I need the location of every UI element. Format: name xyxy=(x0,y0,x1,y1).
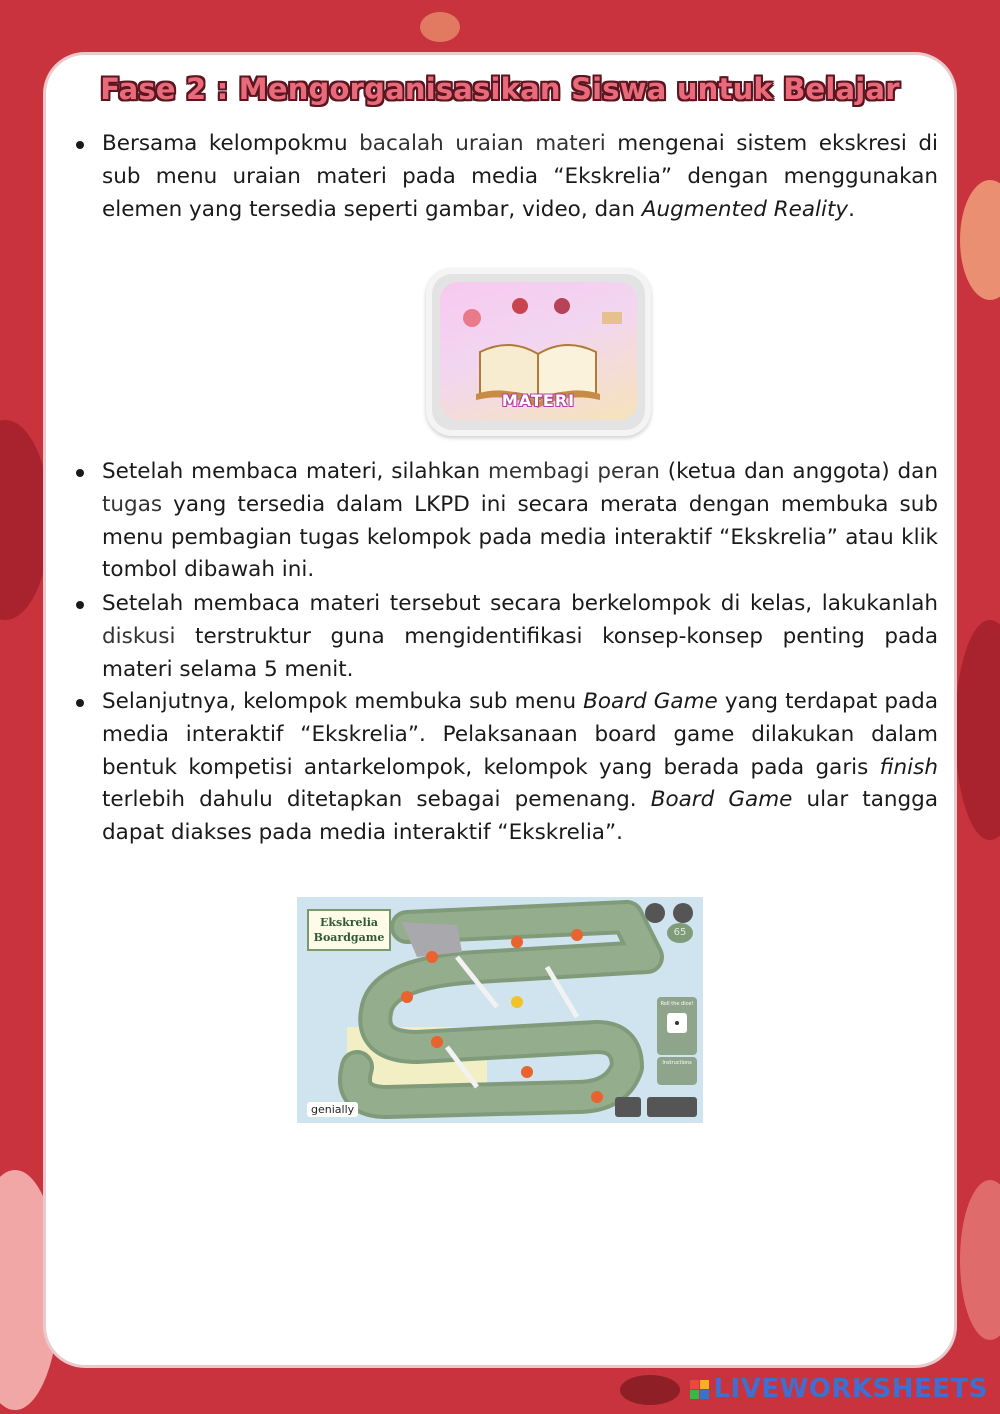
paragraph-text-italic: Board Game xyxy=(650,787,793,813)
move-counter: 65 xyxy=(667,923,693,943)
board-game-title-line: Boardgame xyxy=(313,931,385,944)
paragraph-text-italic: Augmented Reality xyxy=(641,196,849,222)
paragraph-text: tugas xyxy=(102,491,163,517)
paragraph-text: diskusi xyxy=(102,623,176,649)
paragraph-text: (ketua dan anggota) dan xyxy=(659,459,938,484)
paragraph-text: Bersama kelompokmu xyxy=(102,131,360,156)
paragraph-text-italic: Board Game xyxy=(583,689,718,714)
paragraph-text: ular tangga dapat diakses pada media interaktif “Ekskrelia”. xyxy=(102,787,939,846)
instructions-button[interactable] xyxy=(657,1057,697,1085)
liveworksheets-icon xyxy=(690,1380,709,1399)
paragraph-text-italic: finish xyxy=(879,754,938,780)
reload-icon[interactable] xyxy=(673,903,693,923)
paragraph-text: yang tersedia dalam LKPD ini secara merata dengan membuka sub menu pembagian tugas kelompok pada media interaktif “Ekskrelia” atau klik tombol dibawah ini. xyxy=(102,491,938,583)
page-title: Fase 2 : Mengorganisasikan Siswa untuk Belajar xyxy=(100,72,900,106)
materi-button-label: MATERI xyxy=(501,391,576,410)
paragraph-text: yang terdapat pada media interaktif “Ekskrelia”. Pelaksanaan board game dilakukan dalam bentuk kompetisi antarkelompok, kelompok yang berada pada garis xyxy=(102,689,938,780)
paragraph-text: terstruktur guna mengidentifikasi konsep-konsep penting pada materi selama 5 menit. xyxy=(102,623,938,682)
roll-dice-button[interactable] xyxy=(657,997,697,1055)
paragraph-text: membagi peran xyxy=(487,459,660,484)
sound-icon[interactable] xyxy=(615,1097,641,1117)
paragraph-text: bacalah uraian materi xyxy=(359,131,606,156)
roll-dice-label: Roll the dice! xyxy=(660,1001,694,1007)
board-game-preview[interactable] xyxy=(297,897,703,1123)
bullet-icon xyxy=(76,699,84,707)
paragraph-text: Selanjutnya, kelompok membuka sub menu xyxy=(102,689,584,714)
hand-tool-icon[interactable] xyxy=(645,903,665,923)
bullet-icon xyxy=(76,469,84,477)
paragraph-text: terlebih dahulu ditetapkan sebagai pemenang. xyxy=(102,787,651,813)
instructions-label: Instructions xyxy=(662,1060,692,1066)
liveworksheets-logo[interactable] xyxy=(690,1372,988,1406)
materi-button[interactable] xyxy=(426,268,651,436)
board-game-title-line: Ekskrelia xyxy=(319,916,379,929)
dice-icon xyxy=(667,1013,687,1033)
bullet-paragraph-1 xyxy=(102,128,938,226)
bullet-paragraph-4 xyxy=(102,686,938,850)
paragraph-text: Setelah membaca materi tersebut secara berkelompok di kelas, lakukanlah xyxy=(102,591,938,616)
bullet-paragraph-2 xyxy=(102,456,938,587)
paragraph-text: . xyxy=(848,196,855,222)
liveworksheets-logo-text: LIVEWORKSHEETS xyxy=(713,1374,988,1404)
share-fullscreen-icon[interactable] xyxy=(647,1097,697,1117)
materi-button-face xyxy=(440,282,637,420)
bullet-icon xyxy=(76,601,84,609)
paragraph-text: mengenai sistem ekskresi di sub menu uraian materi pada media “Ekskrelia” dengan menggunakan elemen yang tersedia seperti gambar, video, dan xyxy=(102,131,938,222)
paragraph-text: Setelah membaca materi, silahkan xyxy=(102,459,488,484)
bullet-paragraph-3 xyxy=(102,588,938,686)
bullet-icon xyxy=(76,141,84,149)
board-game-title xyxy=(307,909,391,951)
genially-badge[interactable]: genially xyxy=(307,1102,358,1117)
